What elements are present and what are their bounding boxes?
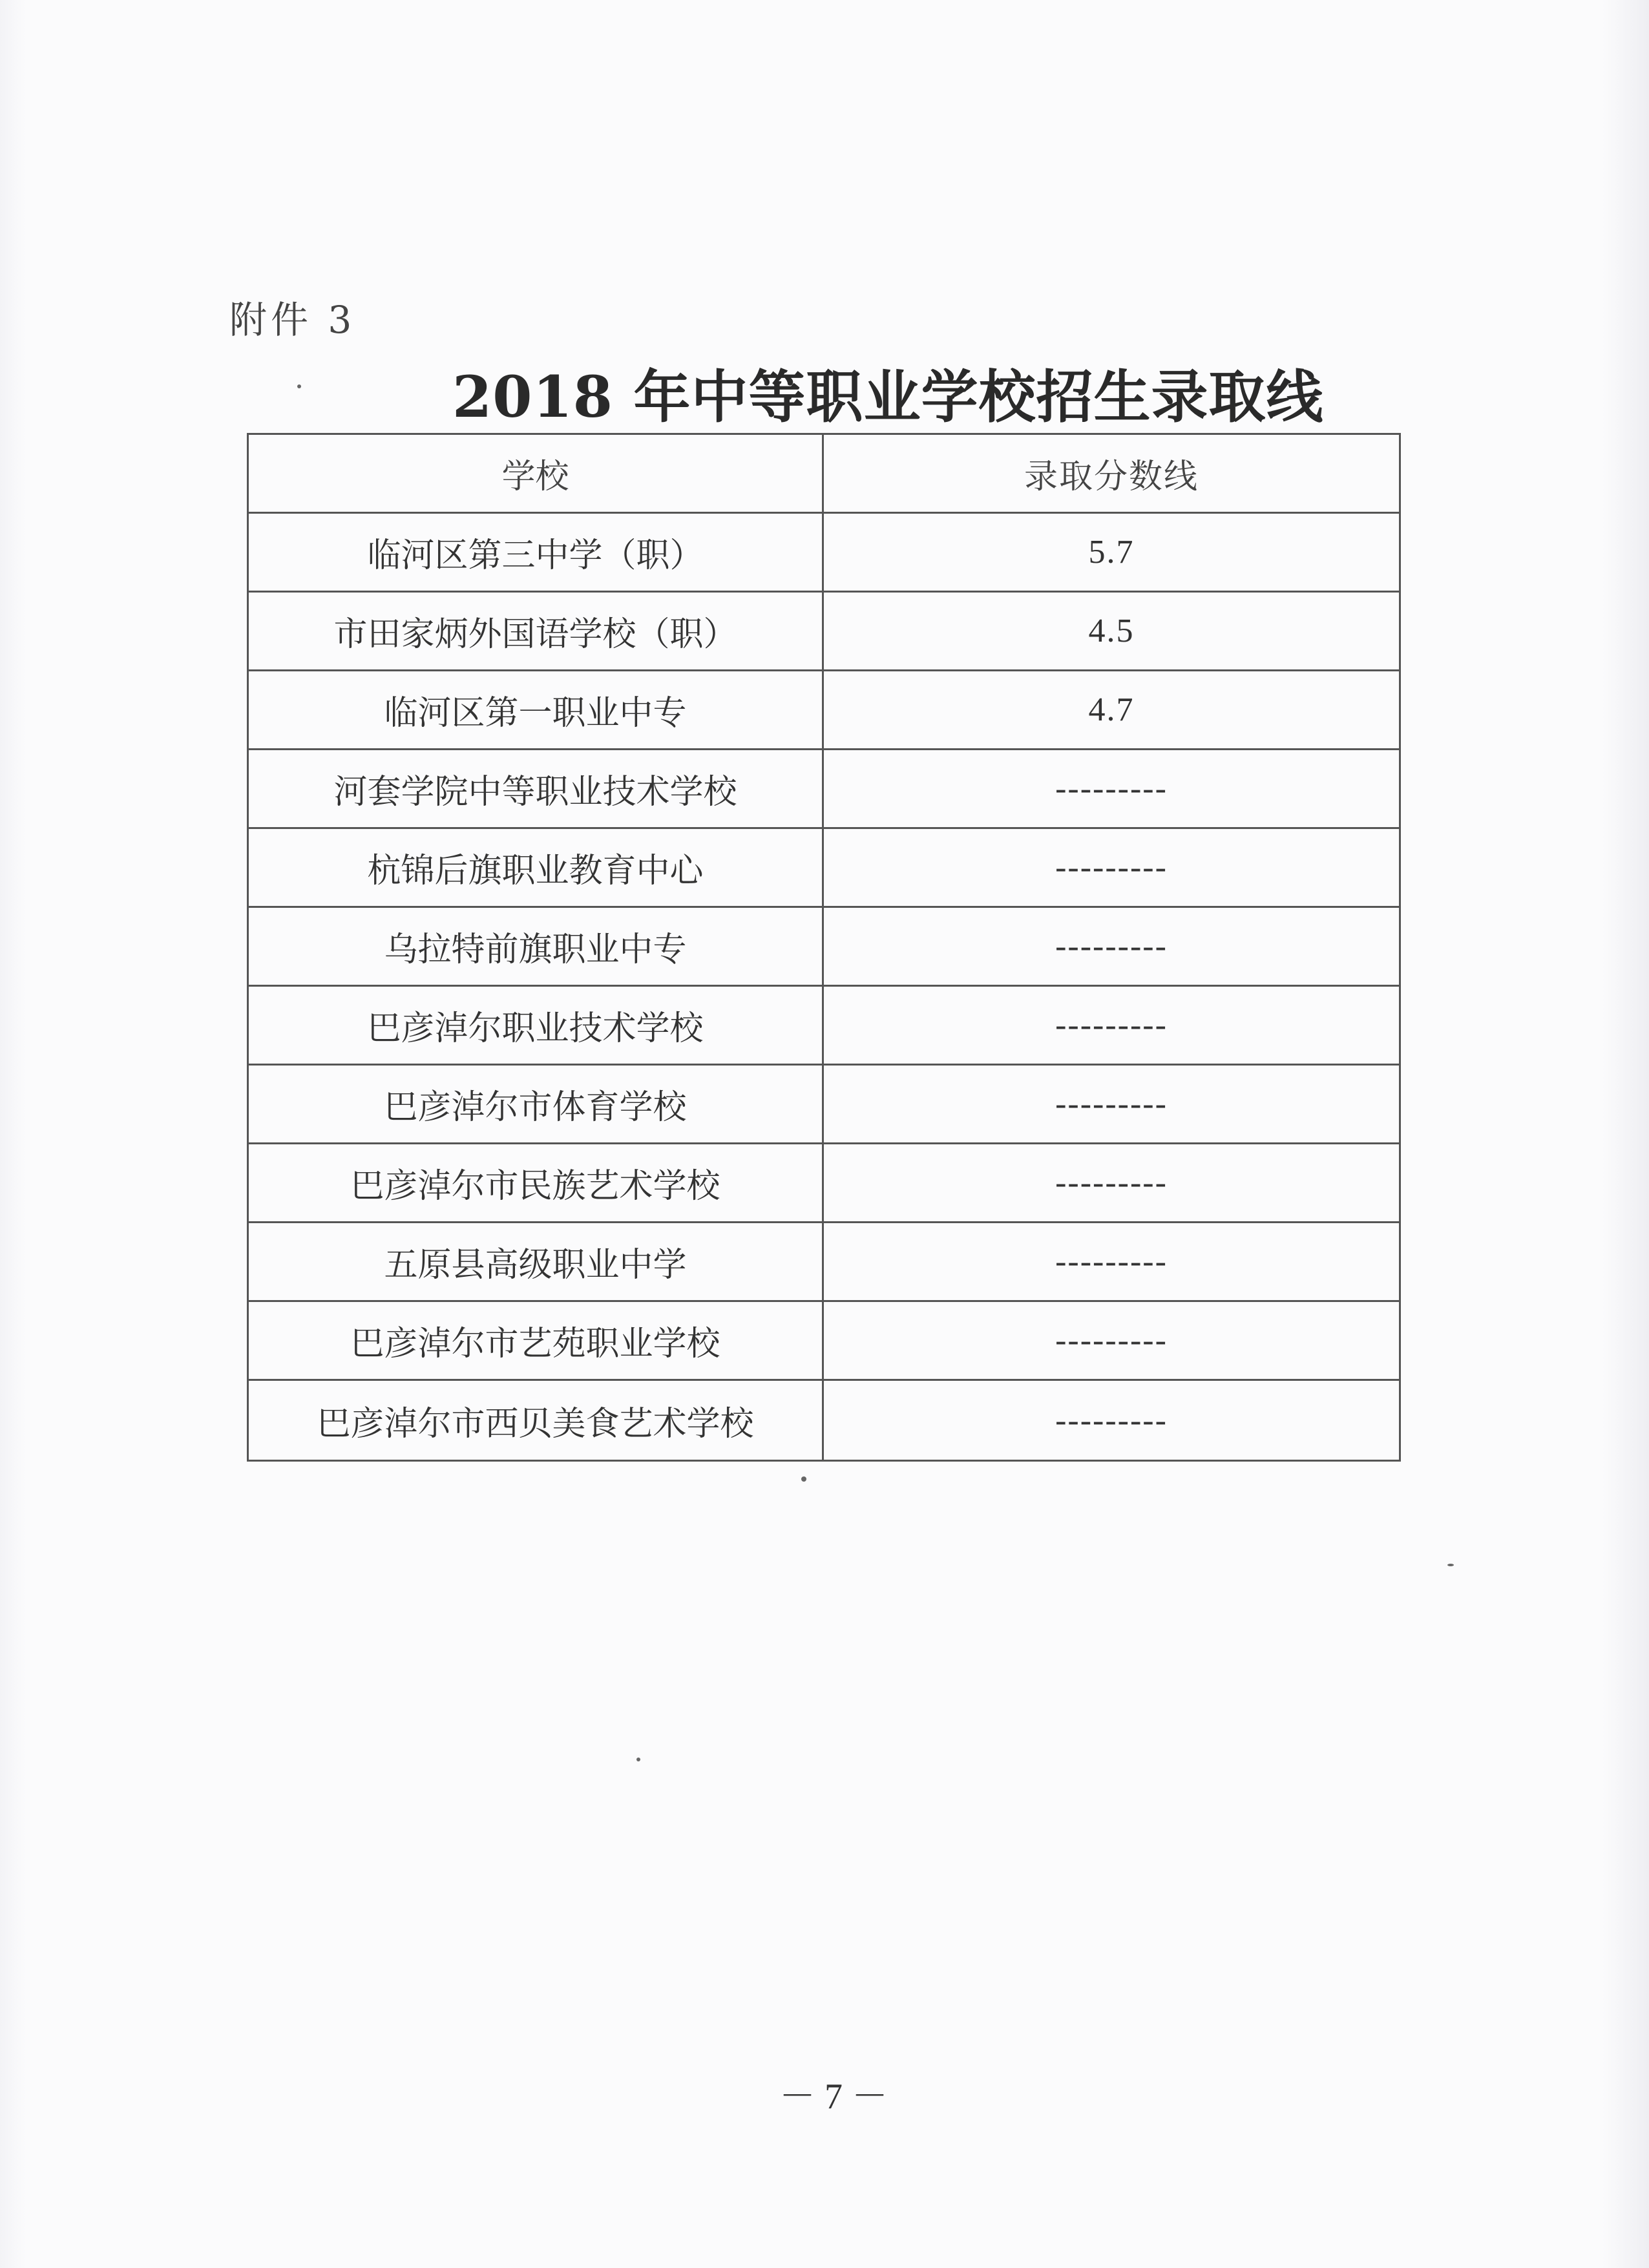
school-name-cell: 临河区第一职业中专: [249, 671, 824, 748]
scan-speck: [636, 1758, 640, 1761]
page-number: － 7 －: [779, 2077, 888, 2117]
table-row: [249, 987, 1399, 1066]
table-row: [249, 829, 1399, 908]
score-cell: ---------: [1055, 1322, 1168, 1359]
school-name-cell: 巴彦淖尔市艺苑职业学校: [249, 1302, 824, 1379]
header-score: 录取分数线: [1024, 459, 1199, 496]
score-cell: 4.7: [1088, 691, 1135, 728]
table-row: [249, 750, 1399, 829]
table-row: [249, 908, 1399, 987]
scan-speck: [801, 1476, 806, 1482]
admission-score-table: [247, 433, 1401, 1462]
table-row: [249, 514, 1399, 593]
score-cell: ---------: [1055, 1402, 1168, 1439]
score-cell: ---------: [1055, 928, 1168, 965]
scan-speck: [1447, 1564, 1454, 1566]
table-row: [249, 1302, 1399, 1381]
header-school: 学校: [249, 435, 824, 512]
score-cell: ---------: [1055, 1007, 1168, 1044]
school-name-cell: 巴彦淖尔市民族艺术学校: [249, 1144, 824, 1221]
table-row: [249, 593, 1399, 671]
school-name-cell: 河套学院中等职业技术学校: [249, 750, 824, 827]
score-cell: 4.5: [1088, 613, 1135, 649]
scan-speck: [297, 384, 301, 388]
attachment-label: 附件 3: [229, 298, 356, 342]
school-name-cell: 临河区第三中学（职）: [249, 514, 824, 591]
document-title: 2018 年中等职业学校招生录取线: [452, 363, 1324, 430]
school-name-cell: 巴彦淖尔职业技术学校: [249, 987, 824, 1064]
school-name-cell: 五原县高级职业中学: [249, 1223, 824, 1300]
school-name-cell: 杭锦后旗职业教育中心: [249, 829, 824, 906]
school-name-cell: 乌拉特前旗职业中专: [249, 908, 824, 985]
school-name-cell: 市田家炳外国语学校（职）: [249, 593, 824, 669]
score-cell: ---------: [1055, 1164, 1168, 1201]
table-row: [249, 1144, 1399, 1223]
score-cell: ---------: [1055, 1243, 1168, 1280]
school-name-cell: 巴彦淖尔市西贝美食艺术学校: [249, 1381, 824, 1460]
table-row: [249, 1066, 1399, 1144]
score-cell: ---------: [1055, 1086, 1168, 1122]
table-row: [249, 1381, 1399, 1460]
school-name-cell: 巴彦淖尔市体育学校: [249, 1066, 824, 1142]
score-cell: ---------: [1055, 849, 1168, 886]
score-cell: 5.7: [1088, 534, 1135, 571]
score-cell: ---------: [1055, 770, 1168, 807]
table-row: [249, 671, 1399, 750]
table-header-row: [249, 435, 1399, 514]
table-row: [249, 1223, 1399, 1302]
